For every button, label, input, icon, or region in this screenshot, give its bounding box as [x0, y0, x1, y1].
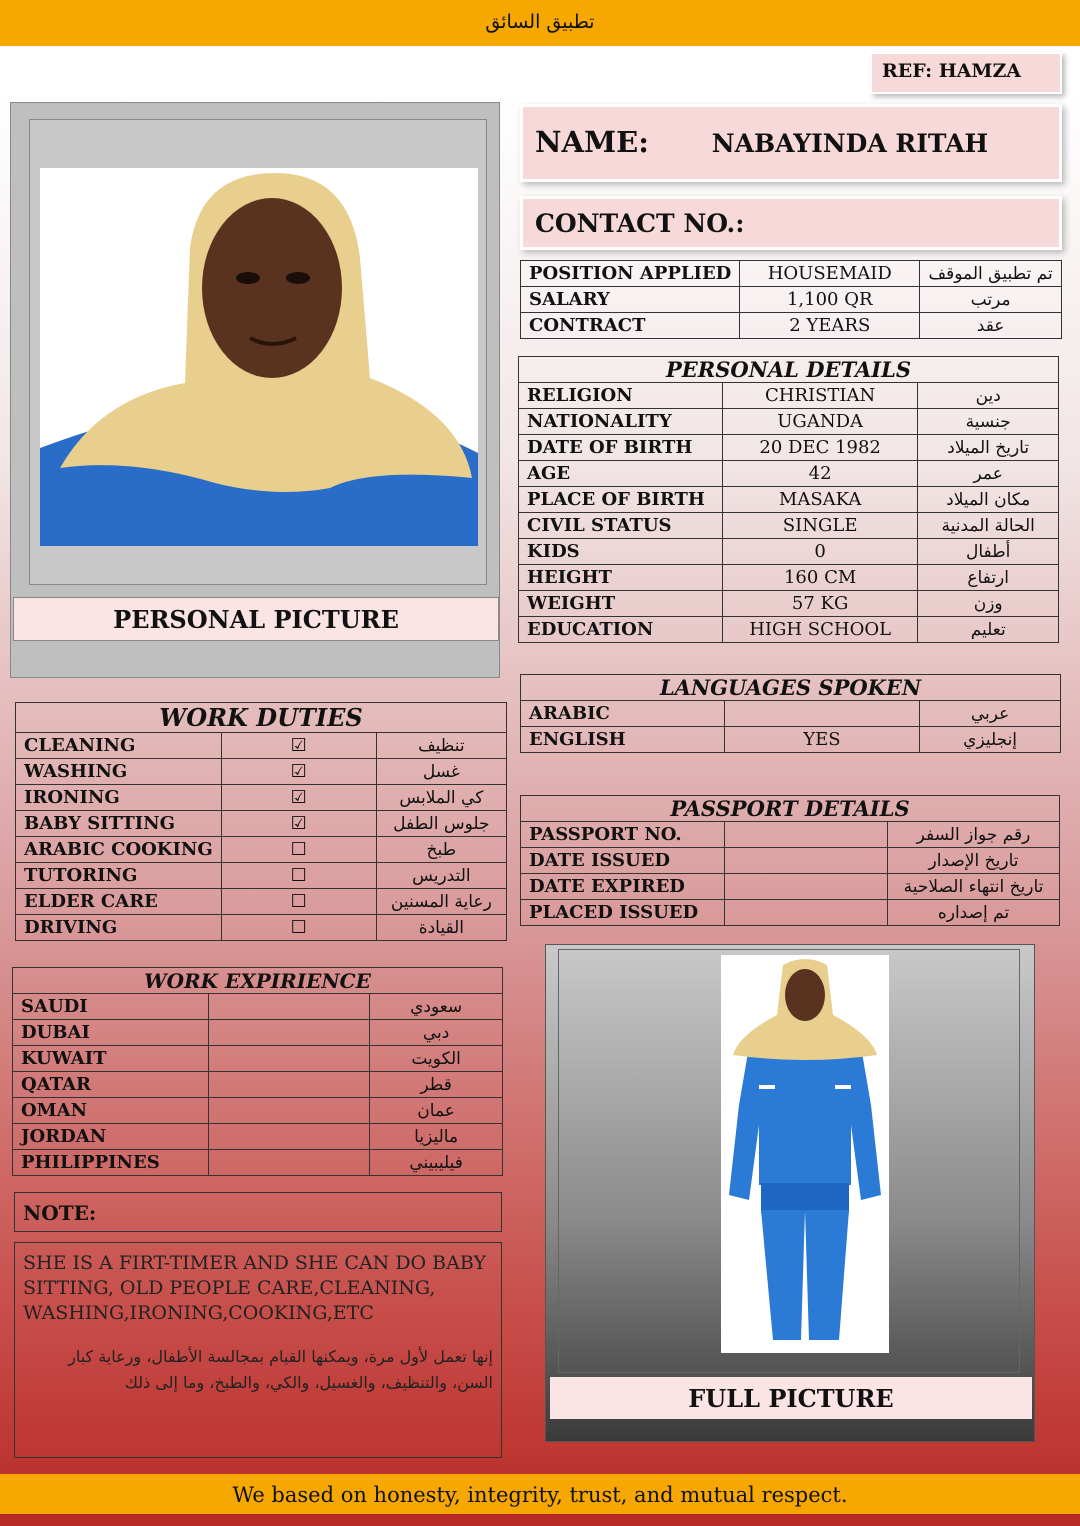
footer-strip	[0, 1514, 1080, 1526]
row-value	[208, 1124, 369, 1150]
row-value: ☐	[221, 889, 376, 915]
row-label: PHILIPPINES	[13, 1150, 209, 1176]
table-row	[519, 591, 1059, 617]
row-value: ☐	[221, 837, 376, 863]
row-arabic: مرتب	[920, 287, 1062, 313]
row-value: ☐	[221, 863, 376, 889]
row-value: SINGLE	[722, 513, 918, 539]
row-value: YES	[724, 727, 920, 753]
row-label: TUTORING	[16, 863, 222, 889]
ref-box: REF: HAMZA	[870, 52, 1062, 94]
row-arabic: سعودي	[370, 994, 503, 1020]
table-row	[521, 900, 1060, 926]
note-label-box	[14, 1192, 502, 1232]
table-row	[13, 1020, 503, 1046]
work-experience-table	[12, 967, 503, 1176]
row-value: 160 CM	[722, 565, 918, 591]
row-value: ☑	[221, 785, 376, 811]
row-label: DATE EXPIRED	[521, 874, 725, 900]
contact-box	[520, 196, 1062, 250]
note-english: SHE IS A FIRT-TIMER AND SHE CAN DO BABY SITTING, OLD PEOPLE CARE,CLEANING, WASHING,IRONING,COOKING,ETC	[23, 1252, 487, 1324]
row-label: SALARY	[521, 287, 740, 313]
row-arabic: رعاية المسنين	[376, 889, 506, 915]
row-arabic: تم إصداره	[888, 900, 1060, 926]
row-label: SAUDI	[13, 994, 209, 1020]
table-row	[13, 1124, 503, 1150]
personal-photo	[40, 168, 478, 546]
row-label: POSITION APPLIED	[521, 261, 740, 287]
note-label: NOTE:	[23, 1201, 97, 1225]
row-arabic: طبخ	[376, 837, 506, 863]
row-label: KUWAIT	[13, 1046, 209, 1072]
row-label: PLACED ISSUED	[521, 900, 725, 926]
row-value: ☑	[221, 811, 376, 837]
row-label: CIVIL STATUS	[519, 513, 723, 539]
row-label: ARABIC COOKING	[16, 837, 222, 863]
row-value	[724, 701, 920, 727]
row-value: CHRISTIAN	[722, 383, 918, 409]
table-row	[519, 487, 1059, 513]
row-arabic: جلوس الطفل	[376, 811, 506, 837]
languages-table	[520, 674, 1061, 753]
row-value: HOUSEMAID	[740, 261, 920, 287]
row-label: WASHING	[16, 759, 222, 785]
row-value	[208, 1150, 369, 1176]
personal-details-table	[518, 356, 1059, 643]
contact-label: CONTACT NO.:	[535, 209, 745, 238]
table-row	[519, 383, 1059, 409]
row-arabic: دبي	[370, 1020, 503, 1046]
row-label: CONTRACT	[521, 313, 740, 339]
table-row	[519, 435, 1059, 461]
table-row	[16, 915, 507, 941]
row-label: DUBAI	[13, 1020, 209, 1046]
row-value	[208, 1020, 369, 1046]
row-value	[208, 1098, 369, 1124]
table-row	[16, 811, 507, 837]
table-row	[521, 261, 1062, 287]
passport-title: PASSPORT DETAILS	[521, 796, 1060, 822]
row-value	[724, 822, 887, 848]
row-value: MASAKA	[722, 487, 918, 513]
table-row	[519, 539, 1059, 565]
row-arabic: تعليم	[918, 617, 1059, 643]
languages-title: LANGUAGES SPOKEN	[521, 675, 1061, 701]
table-row	[521, 874, 1060, 900]
row-label: KIDS	[519, 539, 723, 565]
row-arabic: ارتفاع	[918, 565, 1059, 591]
row-value	[724, 874, 887, 900]
row-label: AGE	[519, 461, 723, 487]
row-value: ☑	[221, 733, 376, 759]
table-row	[16, 733, 507, 759]
row-label: PLACE OF BIRTH	[519, 487, 723, 513]
personal-photo-border	[29, 119, 487, 585]
row-label: DATE ISSUED	[521, 848, 725, 874]
row-arabic: جنسية	[918, 409, 1059, 435]
row-value: 1,100 QR	[740, 287, 920, 313]
row-arabic: رقم جواز السفر	[888, 822, 1060, 848]
table-row	[519, 513, 1059, 539]
row-arabic: القيادة	[376, 915, 506, 941]
row-arabic: قطر	[370, 1072, 503, 1098]
row-label: RELIGION	[519, 383, 723, 409]
row-label: WEIGHT	[519, 591, 723, 617]
row-label: IRONING	[16, 785, 222, 811]
full-picture-label: FULL PICTURE	[550, 1377, 1032, 1419]
personal-photo-frame	[10, 102, 500, 678]
table-row	[521, 848, 1060, 874]
row-label: QATAR	[13, 1072, 209, 1098]
row-value: 20 DEC 1982	[722, 435, 918, 461]
row-arabic: عقد	[920, 313, 1062, 339]
table-row	[13, 1150, 503, 1176]
table-row	[16, 837, 507, 863]
table-row	[13, 1046, 503, 1072]
row-arabic: كي الملابس	[376, 785, 506, 811]
table-row	[16, 759, 507, 785]
work-experience-title: WORK EXPIRIENCE	[13, 968, 503, 994]
table-row	[519, 461, 1059, 487]
row-value: 0	[722, 539, 918, 565]
name-value: NABAYINDA RITAH	[711, 129, 989, 158]
footer-bar	[0, 1474, 1080, 1514]
full-photo	[721, 955, 889, 1353]
table-row	[16, 889, 507, 915]
table-row	[521, 727, 1061, 753]
full-photo-frame	[545, 944, 1035, 1442]
row-value: 57 KG	[722, 591, 918, 617]
passport-table	[520, 795, 1060, 926]
row-label: EDUCATION	[519, 617, 723, 643]
table-row	[16, 785, 507, 811]
row-value	[208, 1072, 369, 1098]
row-value: 42	[722, 461, 918, 487]
table-row	[13, 994, 503, 1020]
row-value	[724, 848, 887, 874]
row-arabic: التدريس	[376, 863, 506, 889]
table-row	[13, 1098, 503, 1124]
row-arabic: مكان الميلاد	[918, 487, 1059, 513]
row-label: NATIONALITY	[519, 409, 723, 435]
row-arabic: الحالة المدنية	[918, 513, 1059, 539]
row-value: ☑	[221, 759, 376, 785]
note-arabic: إنها تعمل لأول مرة، ويمكنها القيام بمجالسة الأطفال، ورعاية كبار السن، والتنظيف، والغسيل، والكي، والطبخ، وما إلى ذلك	[68, 1347, 493, 1392]
row-arabic: عمر	[918, 461, 1059, 487]
row-value: ☐	[221, 915, 376, 941]
row-label: PASSPORT NO.	[521, 822, 725, 848]
row-label: CLEANING	[16, 733, 222, 759]
table-row	[521, 701, 1061, 727]
row-label: BABY SITTING	[16, 811, 222, 837]
row-arabic: تاريخ انتهاء الصلاحية	[888, 874, 1060, 900]
row-arabic: تاريخ الميلاد	[918, 435, 1059, 461]
row-arabic: تنظيف	[376, 733, 506, 759]
row-arabic: عربي	[920, 701, 1061, 727]
row-label: DATE OF BIRTH	[519, 435, 723, 461]
name-box	[520, 104, 1062, 182]
row-arabic: فيليبيني	[370, 1150, 503, 1176]
row-value	[208, 994, 369, 1020]
row-value	[208, 1046, 369, 1072]
table-row	[521, 822, 1060, 848]
row-value: UGANDA	[722, 409, 918, 435]
footer-slogan: We based on honesty, integrity, trust, and mutual respect.	[232, 1483, 848, 1507]
table-row	[519, 409, 1059, 435]
row-arabic: إنجليزي	[920, 727, 1061, 753]
row-value: 2 YEARS	[740, 313, 920, 339]
work-duties-title: WORK DUTIES	[16, 703, 507, 733]
table-row	[13, 1072, 503, 1098]
row-label: DRIVING	[16, 915, 222, 941]
row-arabic: ماليزيا	[370, 1124, 503, 1150]
row-arabic: تاريخ الإصدار	[888, 848, 1060, 874]
row-arabic: وزن	[918, 591, 1059, 617]
personal-picture-label: PERSONAL PICTURE	[13, 597, 499, 641]
row-arabic: غسل	[376, 759, 506, 785]
row-label: ENGLISH	[521, 727, 725, 753]
row-label: ELDER CARE	[16, 889, 222, 915]
table-row	[521, 287, 1062, 313]
name-label: NAME:	[535, 125, 649, 159]
table-row	[521, 313, 1062, 339]
row-label: HEIGHT	[519, 565, 723, 591]
row-label: OMAN	[13, 1098, 209, 1124]
note-text-box	[14, 1242, 502, 1458]
row-arabic: الكويت	[370, 1046, 503, 1072]
table-row	[519, 565, 1059, 591]
row-arabic: أطفال	[918, 539, 1059, 565]
row-value	[724, 900, 887, 926]
row-arabic: تم تطبيق الموقف	[920, 261, 1062, 287]
work-duties-table	[15, 702, 507, 941]
row-arabic: دين	[918, 383, 1059, 409]
header-title: تطبيق السائق	[485, 11, 595, 33]
row-label: JORDAN	[13, 1124, 209, 1150]
table-row	[519, 617, 1059, 643]
application-table	[520, 260, 1062, 339]
personal-details-title: PERSONAL DETAILS	[519, 357, 1059, 383]
row-value: HIGH SCHOOL	[722, 617, 918, 643]
table-row	[16, 863, 507, 889]
header-bar	[0, 0, 1080, 46]
row-label: ARABIC	[521, 701, 725, 727]
row-arabic: عمان	[370, 1098, 503, 1124]
